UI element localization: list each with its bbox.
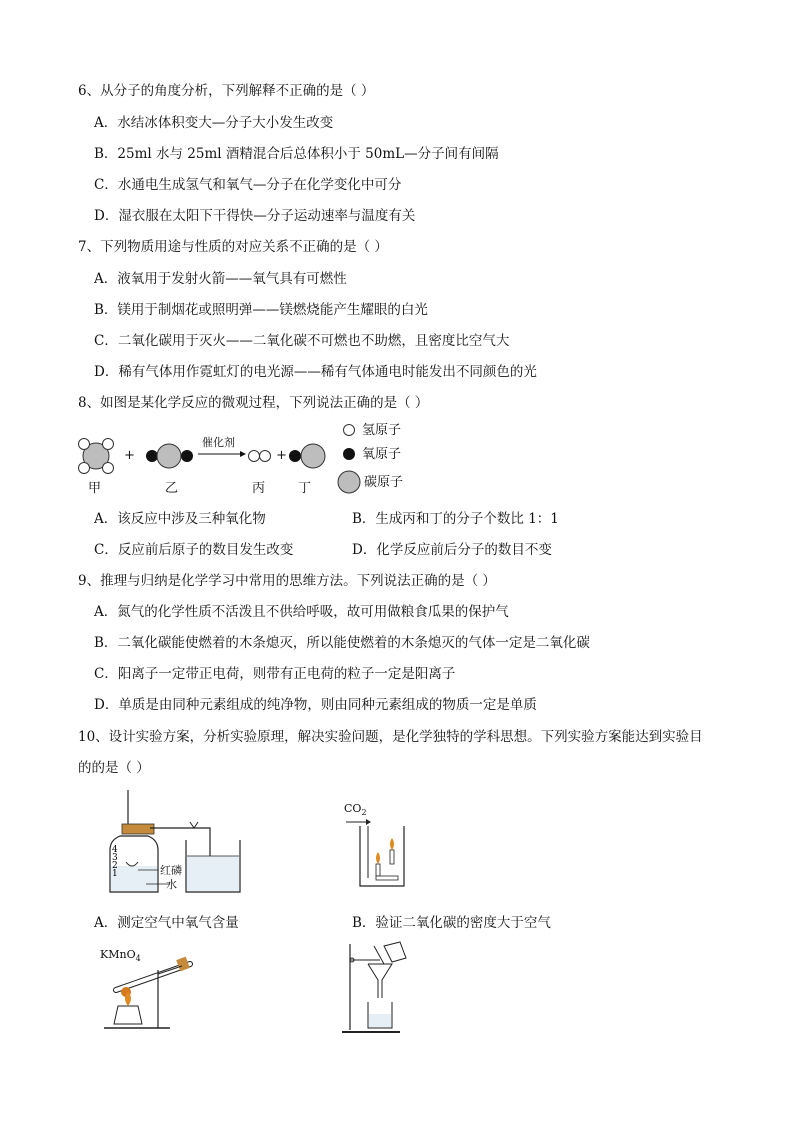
q7-option-c: C．二氧化碳用于灭火——二氧化碳不可燃也不助燃，且密度比空气大: [94, 333, 510, 349]
label-ding: 丁: [298, 481, 312, 496]
q9-option-b: B．二氧化碳能使燃着的木条熄灭，所以能使燃着的木条熄灭的气体一定是二氧化碳: [94, 635, 590, 651]
q6-option-d: D．湿衣服在太阳下干得快—分子运动速率与温度有关: [94, 208, 416, 224]
q10-option-b: B．验证二氧化碳的密度大于空气: [352, 915, 551, 931]
legend-hydrogen: 氢原子: [362, 423, 402, 438]
q7-option-a: A．液氧用于发射火箭——氧气具有可燃性: [94, 271, 347, 287]
q10-stem-line1: 10、设计实验方案，分析实验原理，解决实验问题，是化学独特的学科思想。下列实验方案能达到实验目: [78, 729, 703, 745]
plus-sign-2: +: [276, 448, 287, 463]
q9-option-c: C．阳离子一定带正电荷，则带有正电荷的粒子一定是阳离子: [94, 666, 456, 682]
legend: [338, 423, 403, 493]
label-kmno4: KMnO$_4$: [100, 948, 141, 963]
q8-option-b: B．生成丙和丁的分子个数比 1：1: [352, 511, 559, 527]
label-yi: 乙: [165, 481, 179, 496]
label-red-phosphorus: 红磷: [160, 864, 182, 877]
q7-option-b: B．镁用于制烟花或照明弹——镁燃烧能产生耀眼的白光: [94, 302, 428, 318]
molecule-bing: [249, 451, 271, 462]
label-water: 水: [166, 878, 177, 891]
q10-option-a: A．测定空气中氧气含量: [94, 915, 239, 931]
svg-text:3: 3: [112, 853, 118, 863]
q6-option-b: B．25ml 水与 25ml 酒精混合后总体积小于 50mL—分子间有间隔: [94, 146, 499, 162]
q8-option-a: A．该反应中涉及三种氧化物: [94, 511, 266, 527]
q8-option-c: C．反应前后原子的数目发生改变: [94, 542, 294, 558]
q9-stem: 9、推理与归纳是化学学习中常用的思维方法。下列说法正确的是（ ）: [78, 573, 496, 589]
legend-oxygen: 氧原子: [362, 447, 402, 462]
svg-text:4: 4: [112, 845, 118, 855]
svg-text:1: 1: [112, 869, 118, 879]
molecule-jia: [79, 439, 114, 474]
plus-sign-1: +: [124, 448, 135, 463]
q6-option-a: A．水结冰体积变大—分子大小发生改变: [94, 115, 334, 131]
molecule-yi: [146, 444, 193, 468]
q6-stem: 6、从分子的角度分析，下列解释不正确的是（ ）: [78, 83, 375, 99]
figure-b-apparatus: [340, 800, 420, 895]
svg-text:2: 2: [112, 861, 118, 871]
label-co2: $CO_2$: [344, 802, 367, 817]
q7-option-d: D．稀有气体用作霓虹灯的电光源——稀有气体通电时能发出不同颜色的光: [94, 364, 537, 380]
molecule-ding: [289, 444, 325, 468]
legend-carbon: 碳原子: [364, 475, 404, 490]
q9-option-a: A．氮气的化学性质不活泼且不供给呼吸，故可用做粮食瓜果的保护气: [94, 604, 509, 620]
q10-stem-line2: 的的是（ ）: [78, 760, 150, 776]
q6-option-c: C．水通电生成氢气和氧气—分子在化学变化中可分: [94, 177, 402, 193]
label-bing: 丙: [252, 481, 266, 496]
reaction-diagram: [70, 418, 430, 498]
figure-a-apparatus: [100, 788, 250, 898]
catalyst-label: 催化剂: [202, 436, 235, 449]
figure-d-apparatus: [340, 942, 420, 1038]
q9-option-d: D．单质是由同种元素组成的纯净物，则由同种元素组成的物质一定是单质: [94, 697, 537, 713]
q7-stem: 7、下列物质用途与性质的对应关系不正确的是（ ）: [78, 239, 388, 255]
label-jia: 甲: [88, 481, 102, 496]
figure-c-apparatus: [98, 944, 208, 1034]
q8-option-d: D．化学反应前后分子的数目不变: [352, 542, 552, 558]
q8-stem: 8、如图是某化学反应的微观过程，下列说法正确的是（ ）: [78, 395, 429, 411]
